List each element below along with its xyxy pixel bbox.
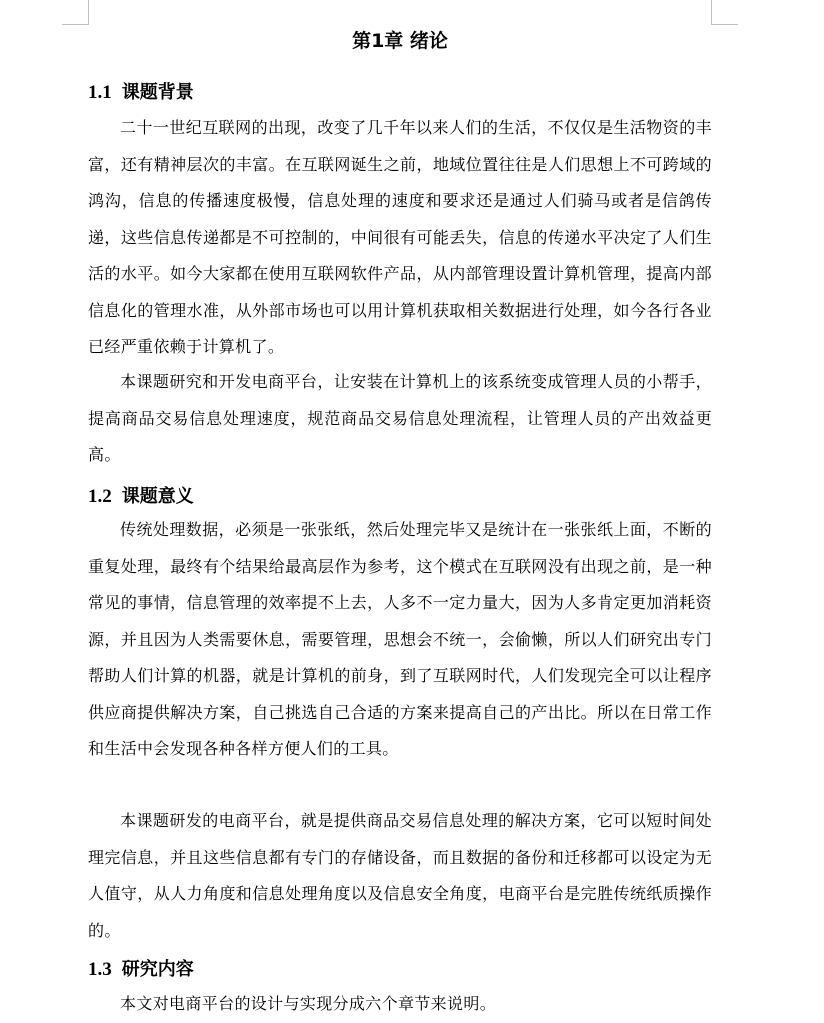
section-number: 1.1 bbox=[88, 82, 112, 103]
paragraph: 本课题研发的电商平台，就是提供商品交易信息处理的解决方案，它可以短时间处理完信息，并且这些信息都有专门的存储设备，而且数据的备份和迁移都可以设定为无人值守，从人力角度和信息处理角度以及信息安全角度，电商平台是完胜传统纸质操作的。 bbox=[88, 811, 712, 940]
paragraph: 本课题研究和开发电商平台，让安装在计算机上的该系统变成管理人员的小帮手，提高商品交易信息处理速度，规范商品交易信息处理流程，让管理人员的产出效益更高。 bbox=[88, 372, 712, 464]
margin-corner-mark-right bbox=[711, 0, 712, 25]
section-title: 研究内容 bbox=[121, 959, 194, 980]
margin-corner-mark-right bbox=[711, 24, 738, 25]
paragraph: 二十一世纪互联网的出现，改变了几千年以来人们的生活，不仅仅是生活物资的丰富，还有精神层次的丰富。在互联网诞生之前，地域位置往往是人们思想上不可跨域的鸿沟，信息的传播速度极慢，信息处理的速度和要求还是通过人们骑马或者是信鸽传递，这些信息传递都是不可控制的，中间很有可能丢失，信息的传递水平决定了人们生活的水平。如今大家都在使用互联网软件产品，从内部管理设置计算机管理，提高内部信息化的管理水准，从外部市场也可以用计算机获取相关数据进行处理，如今各行各业已经严重依赖于计算机了。 bbox=[88, 118, 712, 356]
section-number: 1.2 bbox=[88, 486, 112, 507]
section-number: 1.3 bbox=[88, 959, 112, 980]
section-heading-1-2 bbox=[88, 482, 194, 508]
section-title: 课题意义 bbox=[121, 486, 194, 507]
paragraph: 传统处理数据，必须是一张张纸，然后处理完毕又是统计在一张张纸上面，不断的重复处理，最终有个结果给最高层作为参考，这个模式在互联网没有出现之前，是一种常见的事情，信息管理的效率提不上去，人多不一定力量大，因为人多肯定更加消耗资源，并且因为人类需要休息，需要管理，思想会不统一，会偷懒，所以人们研究出专门帮助人们计算的机器，就是计算机的前身，到了互联网时代，人们发现完全可以让程序供应商提供解决方案，自己挑选自己合适的方案来提高自己的产出比。所以在日常工作和生活中会发现各种各样方便人们的工具。 bbox=[88, 520, 712, 758]
section-heading-1-3 bbox=[88, 955, 194, 981]
margin-corner-mark-left bbox=[88, 0, 89, 25]
section-heading-1-1 bbox=[88, 78, 194, 104]
margin-corner-mark-left bbox=[62, 24, 89, 25]
section-title: 课题背景 bbox=[121, 82, 194, 103]
chapter-title: 第1章 绪论 bbox=[352, 30, 448, 52]
paragraph: 本文对电商平台的设计与实现分成六个章节来说明。 bbox=[120, 994, 497, 1013]
